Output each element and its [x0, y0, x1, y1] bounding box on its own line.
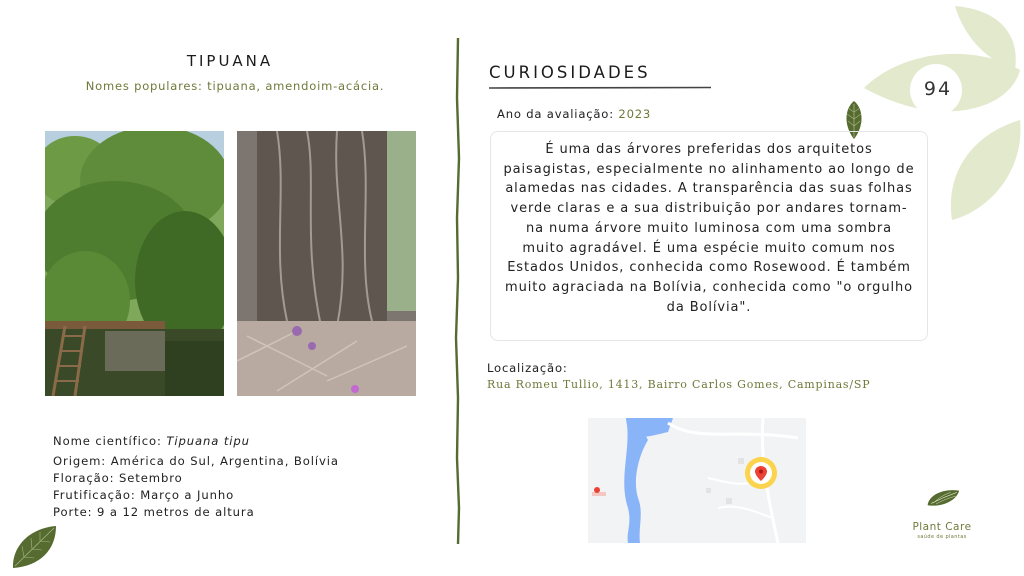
trunk-photo [237, 131, 416, 396]
column-divider [452, 38, 464, 544]
tree-photo [45, 131, 224, 396]
fruiting: Frutificação: Março a Junho [53, 488, 235, 502]
scientific-name-value: Tipuana tipu [166, 434, 250, 448]
location-address: Rua Romeu Tullio, 1413, Bairro Carlos Gomes, Campinas/SP [487, 378, 871, 391]
species-facts [53, 433, 339, 521]
title-underline [489, 86, 711, 90]
page-title: TIPUANA [186, 52, 274, 70]
size: Porte: 9 a 12 metros de altura [53, 505, 255, 519]
page-number: 94 [923, 78, 953, 100]
origin: Origem: América do Sul, Argentina, Bolívia [53, 454, 339, 468]
scientific-name-label: Nome científico: [53, 434, 167, 448]
corner-leaf-icon [10, 524, 60, 570]
scientific-name [53, 433, 339, 450]
leaf-bottom-icon [951, 120, 1021, 220]
location-map[interactable] [588, 418, 806, 543]
curiosities-text: É uma das árvores preferidas dos arquitetos paisagistas, especialmente no alinhamento ao longo de alamedas nas cidades. A transparência das suas folhas verde claras e a sua distribuição por andares tornam-na numa árvore muito luminosa com uma sombra muito agradável. É uma espécie muito comum nos Estados Unidos, conhecida como Rosewood. É também muito agraciada na Bolívia, conhecida como "o orgulho da Bolívia". [490, 131, 928, 341]
logo-name: Plant Care [912, 521, 972, 533]
flowering: Floração: Setembro [53, 471, 183, 485]
evaluation-year [497, 107, 651, 121]
plant-care-logo [905, 487, 983, 521]
popular-names: Nomes populares: tipuana, amendoim-acácia. [85, 79, 385, 93]
location-label: Localização: [487, 361, 568, 375]
curiosities-title: CURIOSIDADES [489, 63, 651, 82]
evaluation-year-label: Ano da avaliação: [497, 107, 619, 121]
evaluation-year-value: 2023 [618, 107, 652, 121]
logo-tagline: saúde de plantas [917, 534, 967, 540]
